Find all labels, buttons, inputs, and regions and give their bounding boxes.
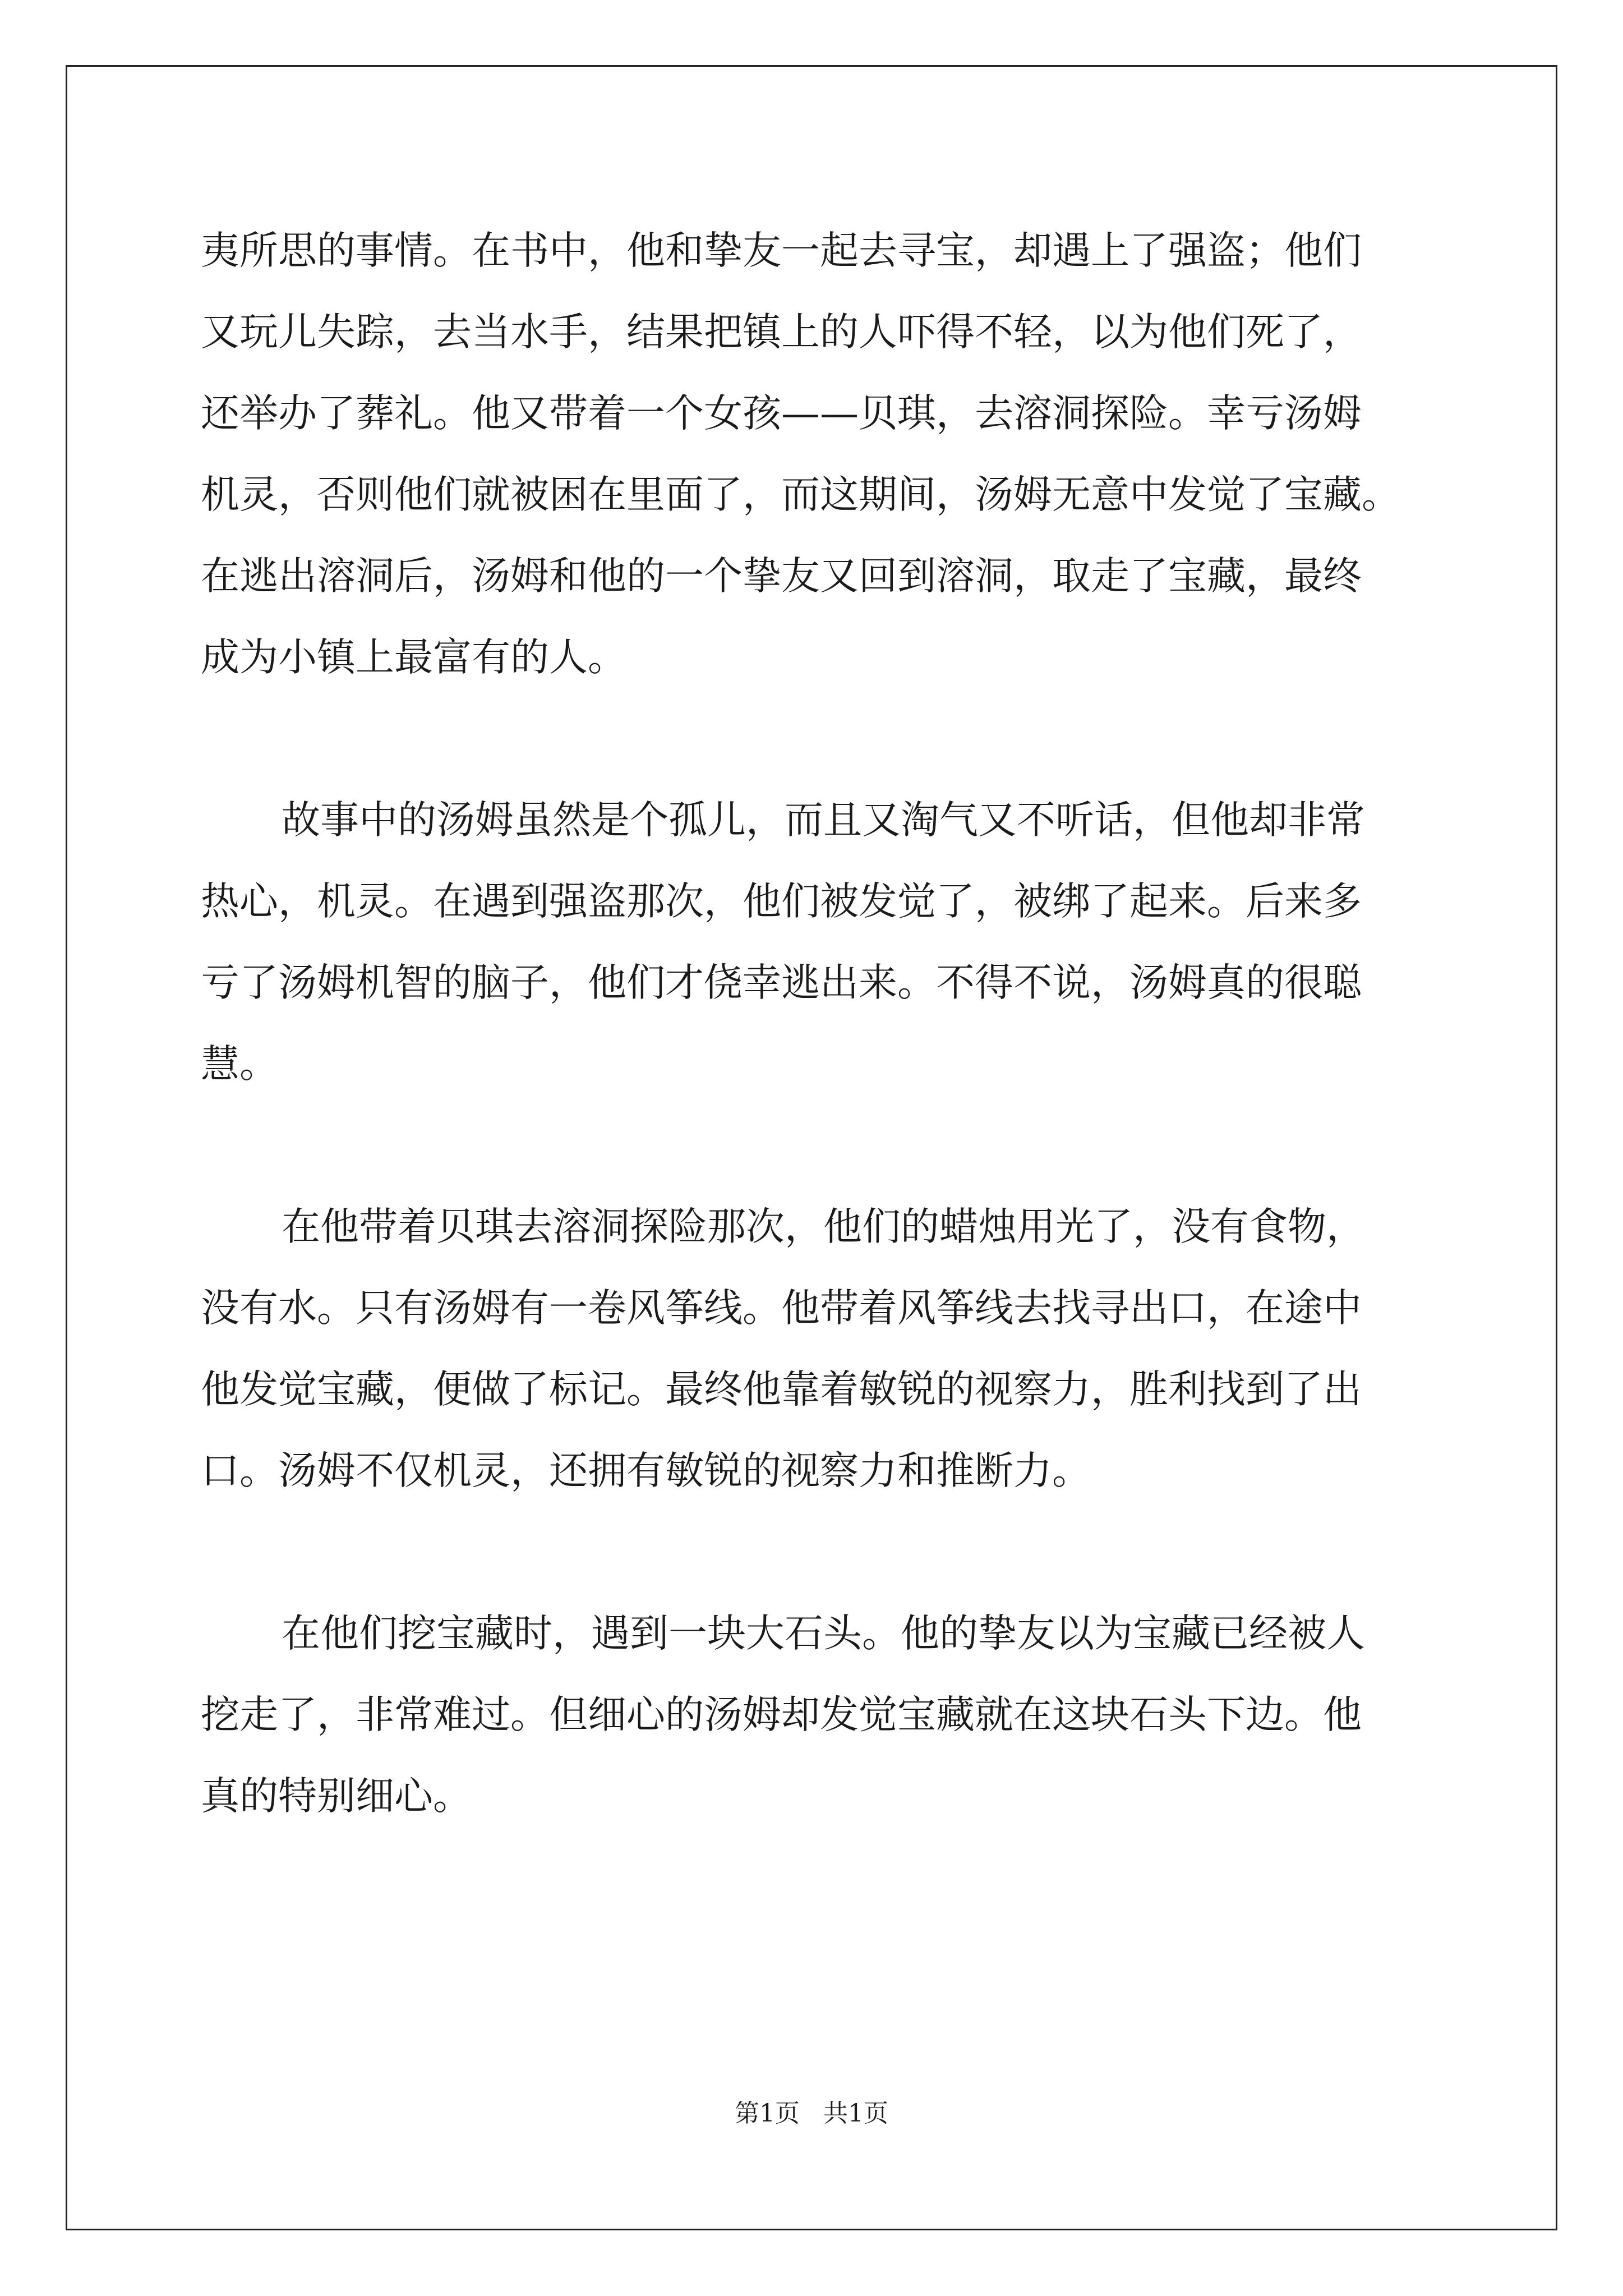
text-line: 故事中的汤姆虽然是个孤儿，而且又淘气又不听话，但他却非常	[282, 798, 1365, 843]
text-line: 还举办了葬礼。他又带着一个女孩——贝琪，去溶洞探险。幸亏汤姆	[201, 391, 1362, 436]
text-line: 又玩儿失踪，去当水手，结果把镇上的人吓得不轻，以为他们死了，	[201, 310, 1362, 355]
paragraph	[201, 780, 1440, 1105]
text-line: 亏了汤姆机智的脑子，他们才侥幸逃出来。不得不说，汤姆真的很聪	[201, 960, 1362, 1005]
text-line: 在他们挖宝藏时，遇到一块大石头。他的挚友以为宝藏已经被人	[282, 1611, 1365, 1656]
paragraph	[201, 210, 1440, 698]
text-line: 没有水。只有汤姆有一卷风筝线。他带着风筝线去找寻出口，在途中	[201, 1286, 1362, 1331]
text-line: 口。汤姆不仅机灵，还拥有敏锐的视察力和推断力。	[201, 1448, 1091, 1493]
text-line: 热心，机灵。在遇到强盗那次，他们被发觉了，被绑了起来。后来多	[201, 879, 1362, 924]
paragraph-spacing	[201, 1105, 1440, 1186]
text-line: 真的特别细心。	[201, 1774, 472, 1819]
text-line: 慧。	[201, 1042, 278, 1087]
text-line: 他发觉宝藏，便做了标记。最终他靠着敏锐的视察力，胜利找到了出	[201, 1367, 1362, 1412]
text-line: 成为小镇上最富有的人。	[201, 635, 626, 680]
text-line: 挖走了，非常难过。但细心的汤姆却发觉宝藏就在这块石头下边。他	[201, 1692, 1362, 1737]
text-line: 夷所思的事情。在书中，他和挚友一起去寻宝，却遇上了强盗；他们	[201, 228, 1362, 273]
text-line: 在他带着贝琪去溶洞探险那次，他们的蜡烛用光了，没有食物，	[282, 1204, 1365, 1249]
text-line: 机灵，否则他们就被困在里面了，而这期间，汤姆无意中发觉了宝藏。	[201, 472, 1400, 517]
paragraph	[201, 1593, 1440, 1837]
paragraph-spacing	[201, 698, 1440, 780]
paragraph-spacing	[201, 1512, 1440, 1593]
page-footer: 第1页 共1页	[735, 2099, 888, 2128]
paragraph	[201, 1186, 1440, 1512]
document-body	[201, 210, 1440, 1837]
text-line: 在逃出溶洞后，汤姆和他的一个挚友又回到溶洞，取走了宝藏，最终	[201, 554, 1362, 599]
